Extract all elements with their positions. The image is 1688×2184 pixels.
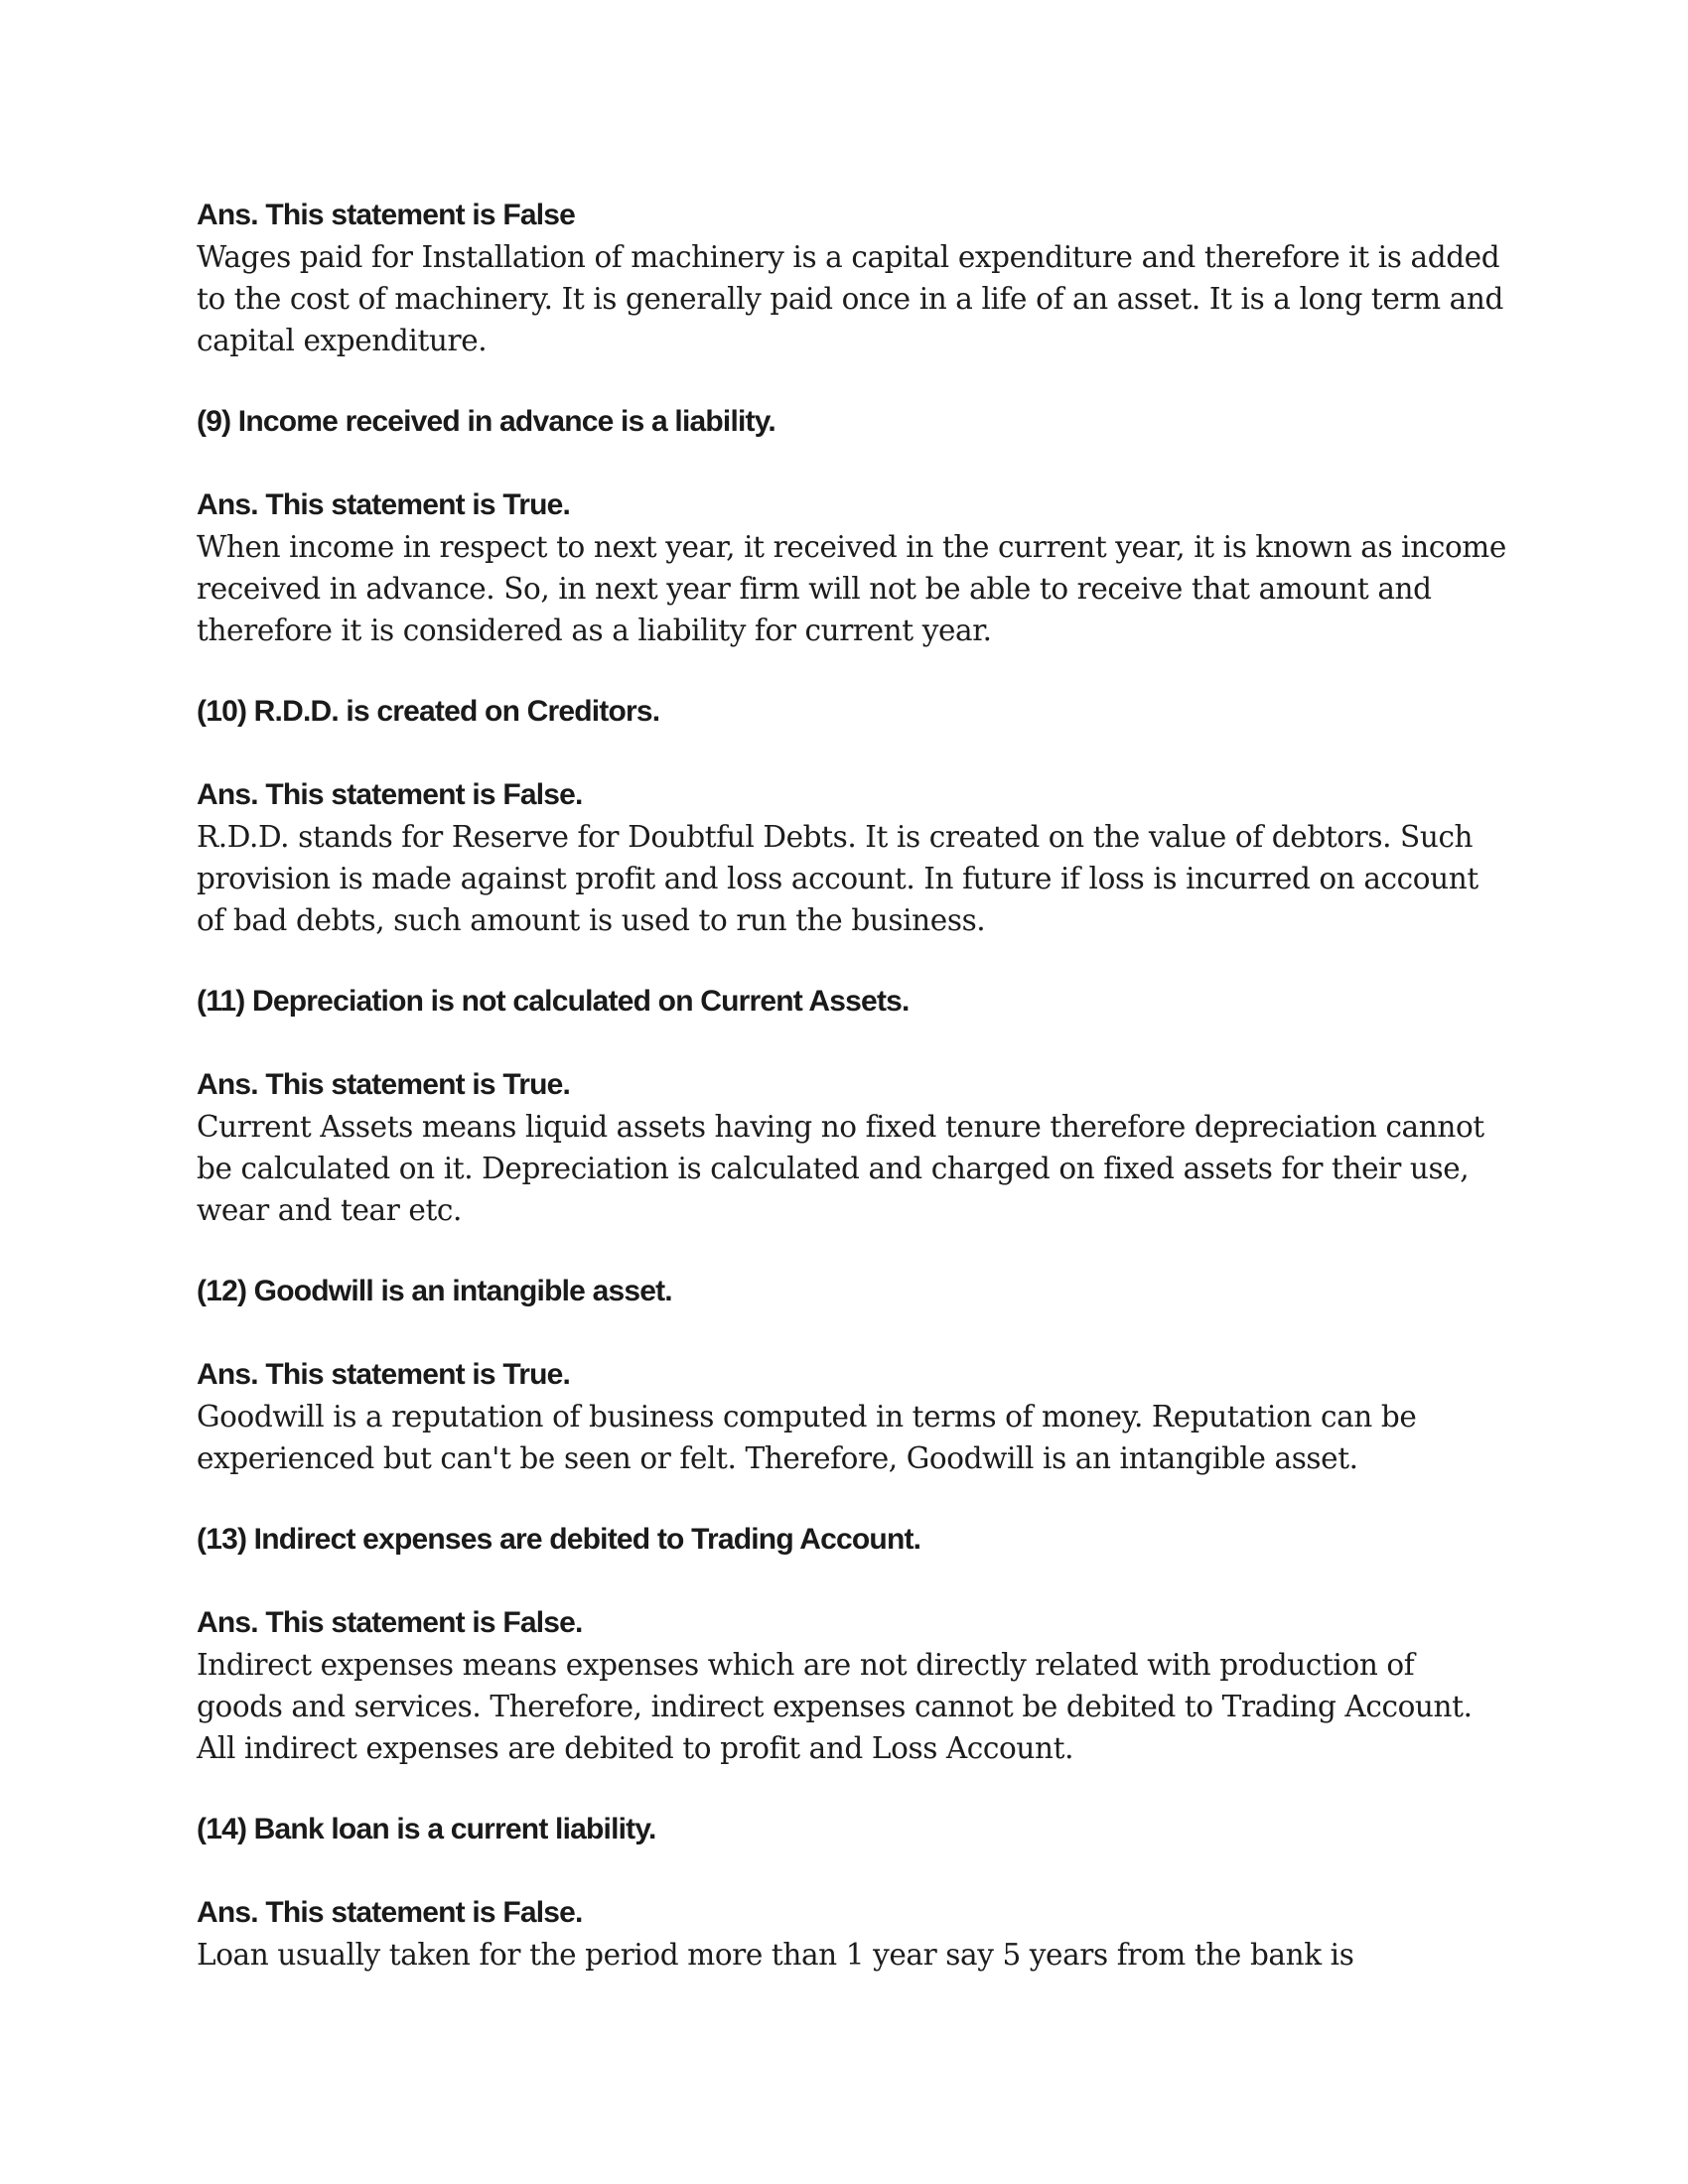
- answer-heading: Ans. This statement is True.: [197, 1068, 571, 1101]
- qa-block-14: [197, 1809, 1507, 1976]
- qa-block-11: [197, 981, 1507, 1231]
- question-heading: (9) Income received in advance is a liability.: [197, 405, 775, 438]
- answer-explanation: Wages paid for Installation of machinery is a capital expenditure and therefore it is added to the cost of machinery. It is generally paid once in a life of an asset. It is a long term and capital expenditure.: [197, 240, 1503, 357]
- document-page: [197, 195, 1507, 1976]
- qa-block-12: [197, 1271, 1507, 1479]
- answer-explanation: Indirect expenses means expenses which are not directly related with production of goods and services. Therefore, indirect expenses cannot be debited to Trading Account. All indirect expenses are debited to profit and Loss Account.: [197, 1648, 1473, 1765]
- question-heading: (13) Indirect expenses are debited to Trading Account.: [197, 1523, 921, 1556]
- answer-explanation: Goodwill is a reputation of business computed in terms of money. Reputation can be experienced but can't be seen or felt. Therefore, Goodwill is an intangible asset.: [197, 1400, 1417, 1475]
- answer-explanation: Loan usually taken for the period more than 1 year say 5 years from the bank is: [197, 1938, 1354, 1972]
- qa-block-9: [197, 401, 1507, 651]
- answer-heading: Ans. This statement is False.: [197, 1896, 583, 1929]
- question-heading: (10) R.D.D. is created on Creditors.: [197, 695, 660, 728]
- answer-heading: Ans. This statement is True.: [197, 1358, 571, 1391]
- qa-block-13: [197, 1519, 1507, 1769]
- question-heading: (11) Depreciation is not calculated on Current Assets.: [197, 985, 910, 1018]
- answer-explanation: R.D.D. stands for Reserve for Doubtful Debts. It is created on the value of debtors. Such provision is made against profit and loss account. In future if loss is incurred on account of bad debts, such amount is used to run the business.: [197, 820, 1478, 937]
- answer-explanation: Current Assets means liquid assets having no fixed tenure therefore depreciation cannot be calculated on it. Depreciation is calculated and charged on fixed assets for their use, wear and tear etc.: [197, 1110, 1484, 1227]
- answer-heading: Ans. This statement is False.: [197, 1606, 583, 1639]
- answer-explanation: When income in respect to next year, it received in the current year, it is known as income received in advance. So, in next year firm will not be able to receive that amount and therefore it is considered as a liability for current year.: [197, 530, 1506, 647]
- qa-block-10: [197, 691, 1507, 941]
- answer-heading: Ans. This statement is False: [197, 199, 576, 231]
- question-heading: (14) Bank loan is a current liability.: [197, 1813, 656, 1845]
- answer-block-8: [197, 195, 1507, 361]
- question-heading: (12) Goodwill is an intangible asset.: [197, 1275, 672, 1307]
- answer-heading: Ans. This statement is False.: [197, 778, 583, 811]
- answer-heading: Ans. This statement is True.: [197, 488, 571, 521]
